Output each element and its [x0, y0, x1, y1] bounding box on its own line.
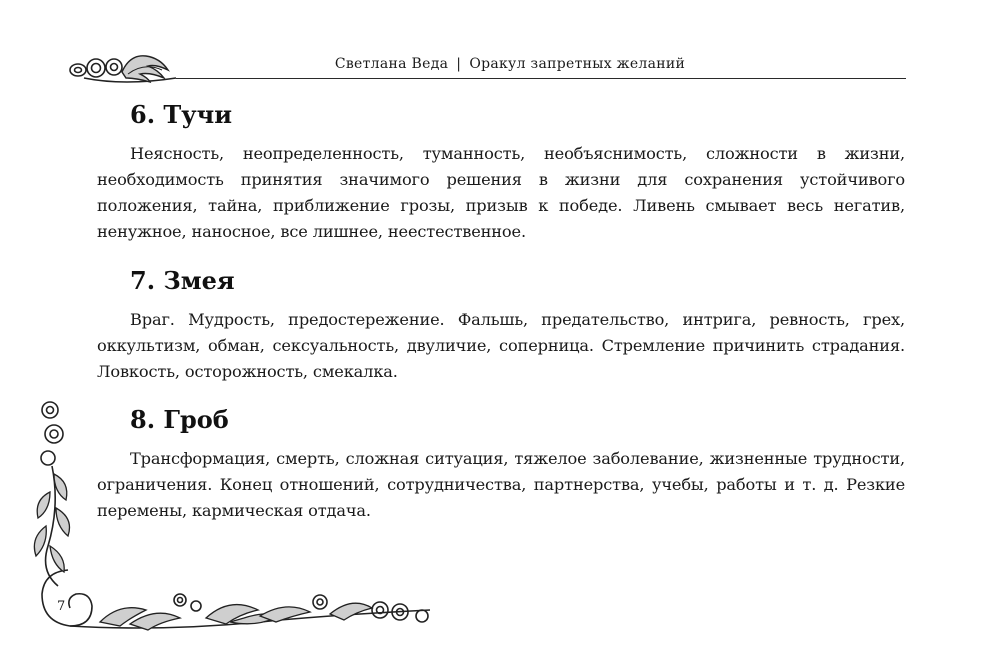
section-title: 8. Гроб: [130, 405, 229, 434]
section-body: Трансформация, смерть, сложная ситуация, тяжелое заболевание, жизненные трудности, ограничения. Конец отношений, сотрудничества, партнерства, учебы, работы и т. д. Резкие перемены, кармическая отдача.: [97, 449, 905, 520]
section-body: Враг. Мудрость, предостережение. Фальшь, предательство, интрига, ревность, грех, оккультизм, обман, сексуальность, двуличие, соперница. Стремление причинить страдания. Ловкость, осторожность, смекалка.: [97, 310, 905, 381]
page-number: 7: [57, 599, 66, 614]
running-header: [300, 56, 720, 72]
section-title: 6. Тучи: [130, 100, 232, 129]
floral-scroll-icon: [64, 48, 184, 88]
header-book-title: Оракул запретных желаний: [469, 56, 686, 72]
header-separator: |: [456, 56, 462, 72]
header-author: Светлана Веда: [334, 56, 449, 72]
section-body: Неясность, неопределенность, туманность, необъяснимость, сложности в жизни, необходимость принятия значимого решения в жизни для сохранения устойчивого положения, тайна, приближение грозы, призыв к победе. Ливень смывает весь негатив, ненужное, наносное, все лишнее, неестественное.: [97, 144, 905, 241]
header-rule: [176, 78, 906, 79]
section-title: 7. Змея: [130, 266, 235, 295]
